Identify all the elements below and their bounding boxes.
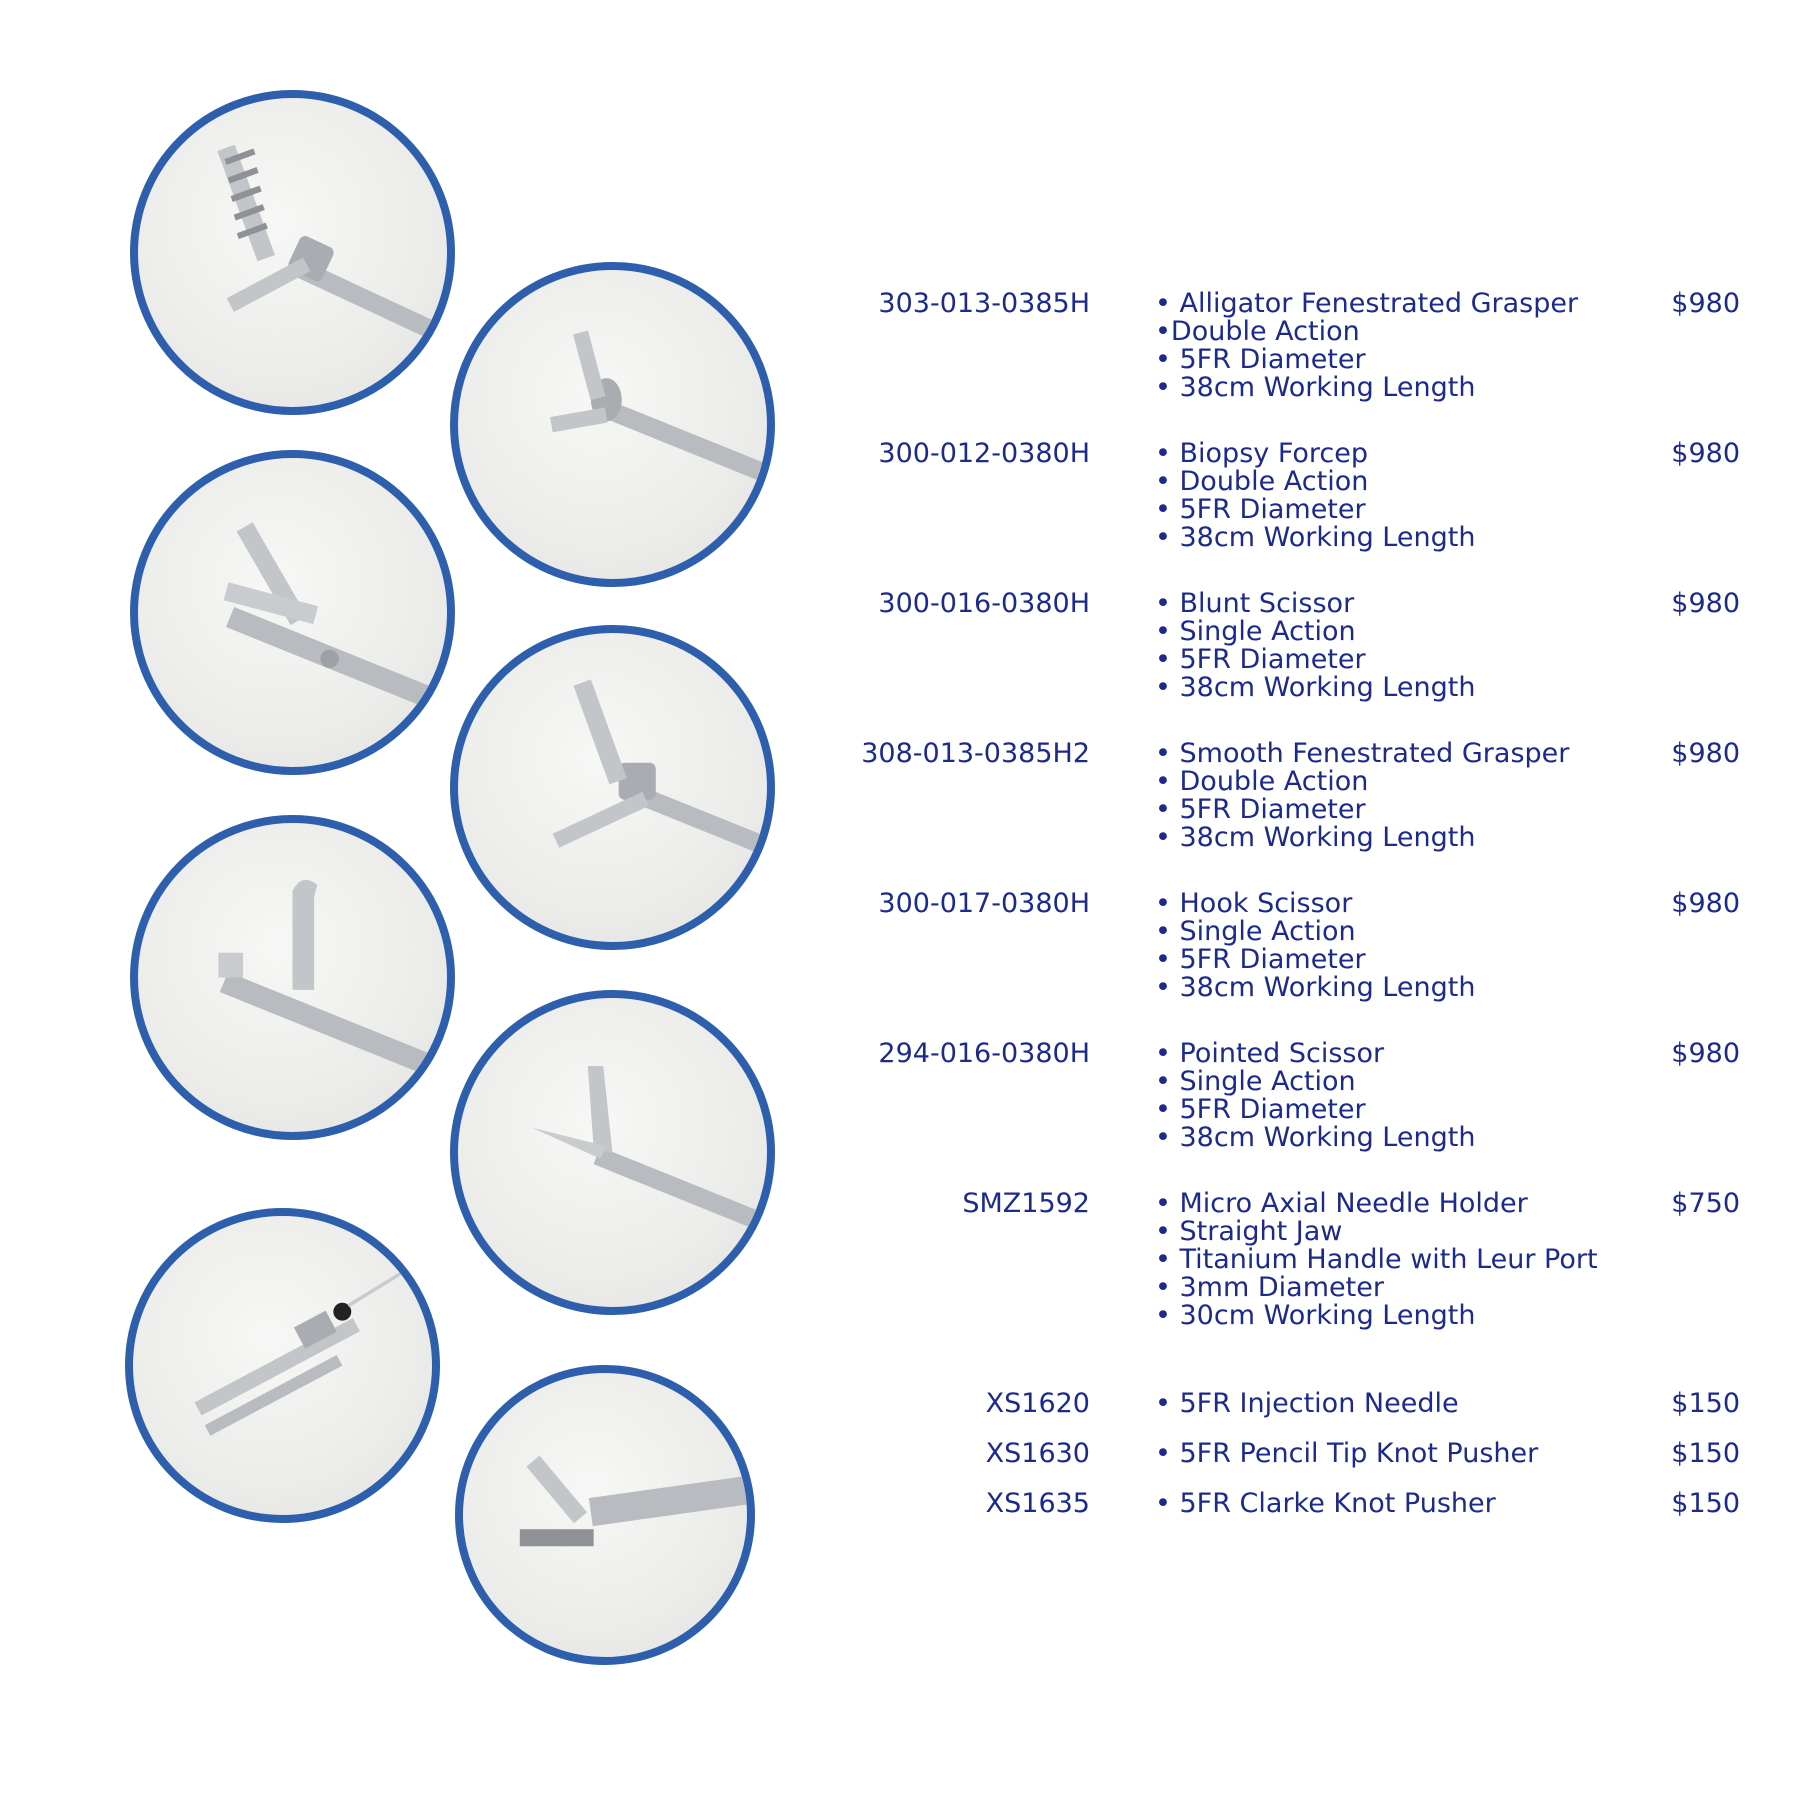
scissor-blunt-icon — [138, 458, 447, 767]
grasper-open-serrated-icon — [138, 98, 447, 407]
description-line: • 30cm Working Length — [1155, 1300, 1476, 1331]
description-line: • 5FR Diameter — [1155, 344, 1366, 375]
product-description — [1155, 1390, 1459, 1418]
description-line: • Single Action — [1155, 916, 1356, 947]
product-description — [1155, 1190, 1598, 1330]
product-price: $150 — [1671, 1488, 1740, 1519]
product-price: $150 — [1671, 1388, 1740, 1419]
description-line: • 5FR Injection Needle — [1155, 1388, 1459, 1419]
description-line: • 5FR Diameter — [1155, 794, 1366, 825]
description-line: • 38cm Working Length — [1155, 372, 1476, 403]
product-price: $980 — [1671, 288, 1740, 319]
description-line: • Double Action — [1155, 466, 1369, 497]
needle-holder-image — [125, 1208, 440, 1523]
product-description — [1155, 1040, 1475, 1152]
hook-scissor-image — [130, 815, 455, 1140]
description-line: • Alligator Fenestrated Grasper — [1155, 288, 1579, 319]
product-price: $980 — [1671, 738, 1740, 769]
description-line: • Smooth Fenestrated Grasper — [1155, 738, 1570, 769]
description-line: • 38cm Working Length — [1155, 522, 1476, 553]
product-price: $980 — [1671, 1038, 1740, 1069]
description-line: •Double Action — [1155, 316, 1360, 347]
product-code: XS1635 — [985, 1488, 1090, 1519]
alligator-fenestrated-grasper-image — [130, 90, 455, 415]
description-line: • 38cm Working Length — [1155, 1122, 1476, 1153]
product-code: 303-013-0385H — [878, 288, 1090, 319]
product-price: $980 — [1671, 888, 1740, 919]
product-description — [1155, 440, 1475, 552]
product-price: $980 — [1671, 438, 1740, 469]
product-code: 300-012-0380H — [878, 438, 1090, 469]
smooth-fenestrated-grasper-image — [450, 625, 775, 950]
description-line: • 38cm Working Length — [1155, 822, 1476, 853]
description-line: • Double Action — [1155, 766, 1369, 797]
description-line: • Straight Jaw — [1155, 1216, 1343, 1247]
product-code: XS1620 — [985, 1388, 1090, 1419]
product-code: 294-016-0380H — [878, 1038, 1090, 1069]
product-price: $150 — [1671, 1438, 1740, 1469]
description-line: • 38cm Working Length — [1155, 672, 1476, 703]
product-code: 300-016-0380H — [878, 588, 1090, 619]
description-line: • 5FR Clarke Knot Pusher — [1155, 1488, 1496, 1519]
description-line: • Blunt Scissor — [1155, 588, 1355, 619]
scissor-pointed-icon — [458, 998, 767, 1307]
description-line: • Pointed Scissor — [1155, 1038, 1385, 1069]
description-line: • 5FR Diameter — [1155, 1094, 1366, 1125]
product-description — [1155, 740, 1569, 852]
grasper-short-icon — [463, 1373, 747, 1657]
product-description — [1155, 1440, 1538, 1468]
description-line: • Titanium Handle with Leur Port — [1155, 1244, 1598, 1275]
grasper-open-fenestrated-icon — [458, 633, 767, 942]
description-line: • 5FR Pencil Tip Knot Pusher — [1155, 1438, 1539, 1469]
product-price: $750 — [1671, 1188, 1740, 1219]
description-line: • Micro Axial Needle Holder — [1155, 1188, 1528, 1219]
pointed-scissor-image — [450, 990, 775, 1315]
description-line: • 5FR Diameter — [1155, 494, 1366, 525]
product-description — [1155, 290, 1578, 402]
biopsy-forcep-image — [450, 262, 775, 587]
product-code: XS1630 — [985, 1438, 1090, 1469]
product-code: 300-017-0380H — [878, 888, 1090, 919]
description-line: • 3mm Diameter — [1155, 1272, 1384, 1303]
needle-holder-icon — [133, 1216, 432, 1515]
product-code: SMZ1592 — [962, 1188, 1090, 1219]
scissor-hook-icon — [138, 823, 447, 1132]
description-line: • Hook Scissor — [1155, 888, 1353, 919]
forcep-cup-icon — [458, 270, 767, 579]
description-line: • 5FR Diameter — [1155, 644, 1366, 675]
description-line: • Single Action — [1155, 1066, 1356, 1097]
product-description — [1155, 590, 1475, 702]
description-line: • Biopsy Forcep — [1155, 438, 1369, 469]
description-line: • 5FR Diameter — [1155, 944, 1366, 975]
description-line: • 38cm Working Length — [1155, 972, 1476, 1003]
knot-pusher-image — [455, 1365, 755, 1665]
product-description — [1155, 1490, 1496, 1518]
product-description — [1155, 890, 1475, 1002]
description-line: • Single Action — [1155, 616, 1356, 647]
blunt-scissor-image — [130, 450, 455, 775]
product-code: 308-013-0385H2 — [861, 738, 1090, 769]
product-price: $980 — [1671, 588, 1740, 619]
